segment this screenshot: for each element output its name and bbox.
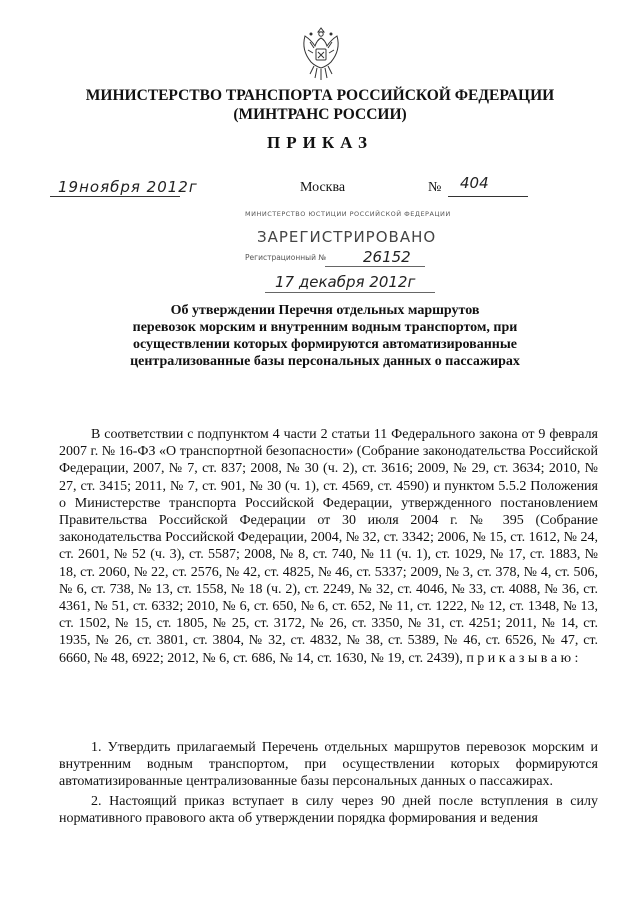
city-label: Москва <box>300 180 346 195</box>
stamp-number-underline <box>325 266 425 267</box>
stamp-reg-number: 26152 <box>363 248 411 266</box>
ministry-name-line2: (МИНТРАНС РОССИИ) <box>233 106 407 123</box>
title-line3: осуществлении которых формируются автоматизированные <box>132 337 517 352</box>
preamble-paragraph: В соответствии с подпунктом 4 части 2 статьи 11 Федерального закона от 9 февраля 2007 г. № 16-ФЗ «О транспортной безопасности» (Собрание законодательства Российской Федерации, 2007, № 7, ст. 837; 2008, № 30 (ч. 2), ст. 3616; 2009, № 29, ст. 3634; 2010, № 27, ст. 3415; 2011, № 7, ст. 901, № 30 (ч. 1), ст. 4569, ст. 4590) и пунктом 5.5.2 Положения о Министерстве транспорта Российской Федерации, утвержденного постановлением Правительства Российской Федерации от 30 июля 2004 г. № 395 (Собрание законодательства Российской Федерации, 2004, № 32, ст. 3342; 2006, № 15, ст. 1612, № 24, ст. 2601, № 52 (ч. 3), ст. 5587; 2008, № 8, ст. 740, № 11 (ч. 1), ст. 1029, № 17, ст. 1883, № 18, ст. 2060, № 22, ст. 2576, № 42, ст. 4825, № 46, ст. 5337; 2009, № 3, ст. 378, № 4, ст. 506, № 6, ст. 738, № 13, ст. 1558, № 18 (ч. 2), ст. 2249, № 32, ст. 4046, № 33, ст. 4088, № 36, ст. 4361, № 51, ст. 6332; 2010, № 6, ст. 650, № 6, ст. 652, № 11, ст. 1222, № 12, ст. 1348, № 13, ст. 1502, № 15, ст. 1805, № 25, ст. 3172, № 26, ст. 3350, № 31, ст. 4251; 2011, № 14, ст. 1935, № 26, ст. 3801, ст. 3804, № 32, ст. 4832, № 38, ст. 5389, № 46, ст. 6526, № 47, ст. 6660, № 48, 6922; 2012, № 6, ст. 686, № 14, ст. 1630, № 19, ст. 2439), п р и к а з ы в а ю : <box>59 427 598 666</box>
document-title <box>120 302 530 370</box>
title-line2: перевозок морским и внутренним водным транспортом, при <box>132 320 518 335</box>
stamp-ministry-line: МИНИСТЕРСТВО ЮСТИЦИИ РОССИЙСКОЙ ФЕДЕРАЦИИ <box>245 210 451 218</box>
handwritten-number: 404 <box>460 174 489 192</box>
stamp-reg-number-label: Регистрационный № <box>245 253 327 262</box>
order-item-2: 2. Настоящий приказ вступает в силу через 90 дней после вступления в силу нормативного правового акта об утверждении порядка формирования и ведения <box>59 793 598 826</box>
stamp-reg-date: 17 декабря 2012г <box>275 273 416 291</box>
handwritten-date: 19ноября 2012г <box>58 178 198 196</box>
stamp-date-underline <box>265 292 435 293</box>
stamp-registered-label: ЗАРЕГИСТРИРОВАНО <box>257 228 437 246</box>
registration-stamp <box>245 200 451 300</box>
ministry-name-line1: МИНИСТЕРСТВО ТРАНСПОРТА РОССИЙСКОЙ ФЕДЕРАЦИИ <box>85 87 555 104</box>
document-type: ПРИКАЗ <box>267 133 373 152</box>
date-underline <box>50 196 180 197</box>
order-items <box>59 739 598 827</box>
ministry-name <box>60 86 580 124</box>
preamble-section <box>59 426 598 667</box>
order-item-1: 1. Утвердить прилагаемый Перечень отдельных маршрутов перевозок морским и внутренним водным транспортом, при осуществлении которых формируются автоматизированные централизованные базы персональных данных о пассажирах. <box>59 740 598 790</box>
russian-coat-of-arms-icon <box>296 22 346 82</box>
number-underline <box>448 196 528 197</box>
title-line4: централизованные базы персональных данных о пассажирах <box>130 354 520 369</box>
number-sign: № <box>428 180 442 195</box>
title-line1: Об утверждении Перечня отдельных маршрутов <box>170 303 480 318</box>
